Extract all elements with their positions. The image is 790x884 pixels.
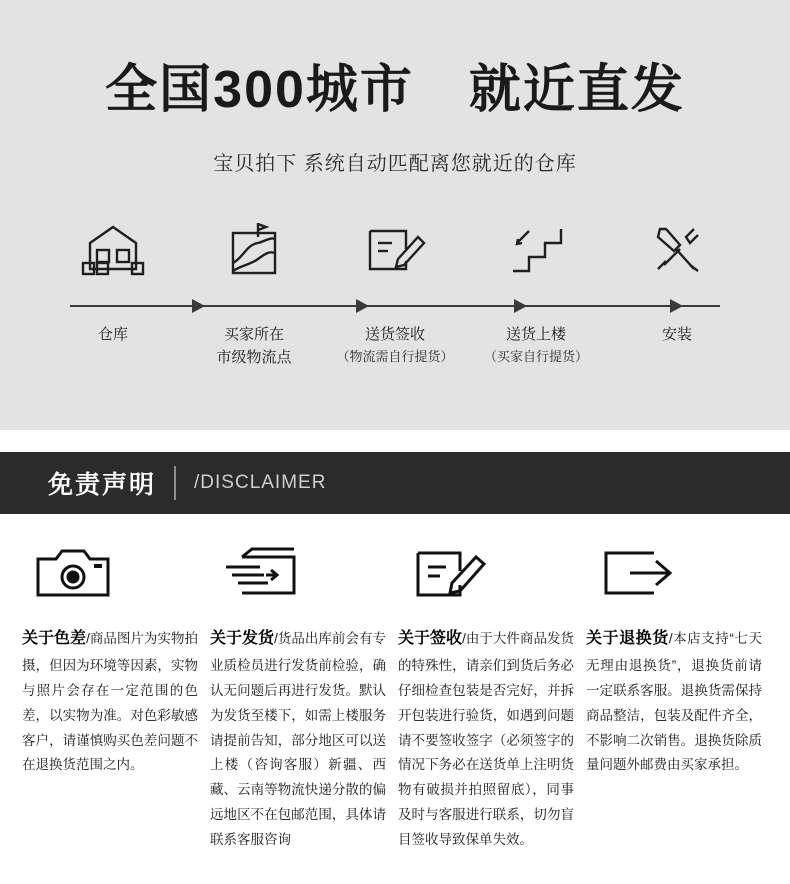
shipping-box-icon (222, 545, 302, 606)
flow-arrow-3 (514, 299, 527, 313)
flow-arrow-4 (670, 299, 683, 313)
shipping-title-left: 全国300城市 (105, 61, 414, 119)
flow-label-3-sub: （物流需自行提货） (336, 348, 454, 364)
sign-receipt-icon (362, 219, 428, 282)
disclaimer-text-4 (586, 624, 768, 778)
flow-label-4-main: 送货上楼 (505, 326, 566, 344)
flow-icon-cell-3 (336, 219, 454, 282)
flow-label-3 (336, 324, 454, 369)
disclaimer-icon-1 (22, 544, 204, 606)
tools-icon (646, 219, 708, 282)
disclaimer-text-3 (398, 624, 580, 853)
shipping-subtitle: 宝贝拍下 系统自动匹配离您就近的仓库 (213, 153, 577, 176)
flow-arrow-line (40, 294, 750, 318)
disclaimer-heading-divider (174, 466, 176, 500)
stairs-icon (505, 219, 567, 282)
flow-icon-cell-1 (54, 219, 172, 282)
flow-icon-cell-4 (477, 219, 595, 282)
disclaimer-header (0, 452, 790, 514)
flow-arrow-1 (192, 299, 205, 313)
flow-label-5-main: 安装 (661, 326, 692, 344)
map-icon (224, 219, 284, 282)
shipping-title (0, 0, 790, 119)
disclaimer-title-3: 关于签收 (398, 630, 463, 647)
disclaimer-title-1: 关于色差 (22, 630, 87, 647)
disclaimer-text-2 (210, 624, 392, 853)
shipping-title-right: 就近直发 (468, 61, 685, 119)
disclaimer-title-2: 关于发货 (210, 630, 275, 647)
flow-line (70, 305, 720, 307)
flow-label-2 (195, 324, 313, 369)
flow-icon-row (40, 220, 750, 282)
flow-label-1-main: 仓库 (97, 326, 128, 344)
disclaimer-heading-en: /DISCLAIMER (194, 472, 327, 493)
disclaimer-body-1: /商品图片为实物拍摄，但因为环境等因素，实物与照片会存在一定范围的色差，以实物为准。对色彩敏感客户，请谨慎购买色差问题不在退换货范围之内。 (22, 631, 198, 773)
disclaimer-text-1 (22, 624, 204, 778)
flow-arrow-2 (356, 299, 369, 313)
disclaimer-columns (0, 514, 790, 853)
disclaimer-title-4: 关于退换货 (586, 630, 669, 647)
disclaimer-item-receipt (398, 544, 580, 853)
disclaimer-icon-2 (210, 544, 392, 606)
flow-label-2-second: 市级物流点 (216, 348, 292, 366)
return-arrow-icon (598, 545, 676, 606)
disclaimer-body-2: /货品出库前会有专业质检员进行发货前检验，确认无问题后再进行发货。默认为发货至楼下，如需上楼服务请提前告知，部分地区可以送上楼（咨询客服）新疆、西藏、云南等物流快递分散的偏远地区不在包邮范围，具体请联系客服咨询 (210, 631, 386, 848)
flow-label-4 (477, 324, 595, 369)
disclaimer-icon-3 (398, 544, 580, 606)
flow-label-5 (618, 324, 736, 369)
flow-label-2-main: 买家所在 (223, 326, 284, 344)
shipping-flow (0, 220, 790, 369)
flow-label-4-sub: （买家自行提货） (483, 348, 588, 364)
disclaimer-item-color (22, 544, 204, 853)
shipping-panel (0, 0, 790, 430)
disclaimer-body-3: /由于大件商品发货的特殊性，请亲们到货后务必仔细检查包装是否完好，并拆开包装进行验货，如遇到问题请不要签收签字（必须签字的情况下务必在送货单上注明货物有破损并拍照留底），同事及时与客服进行联系，切勿盲目签收导致保单失效。 (398, 631, 574, 848)
flow-icon-cell-2 (195, 219, 313, 282)
flow-label-row (40, 324, 750, 369)
disclaimer-icon-4 (586, 544, 768, 606)
flow-label-3-main: 送货签收 (364, 326, 425, 344)
flow-label-1 (54, 324, 172, 369)
flow-icon-cell-5 (618, 219, 736, 282)
disclaimer-item-return (586, 544, 768, 853)
disclaimer-body-4: /本店支持“七天无理由退换货”，退换货前请一定联系客服。退换货需保持商品整洁，包装及配件齐全，不影响二次销售。退换货除质量问题外邮费由买家承担。 (586, 631, 762, 773)
disclaimer-heading-cn: 免责声明 (48, 471, 157, 499)
warehouse-icon (80, 219, 146, 282)
camera-icon (34, 545, 112, 606)
disclaimer-item-shipping (210, 544, 392, 853)
sign-receipt-icon (410, 545, 490, 606)
